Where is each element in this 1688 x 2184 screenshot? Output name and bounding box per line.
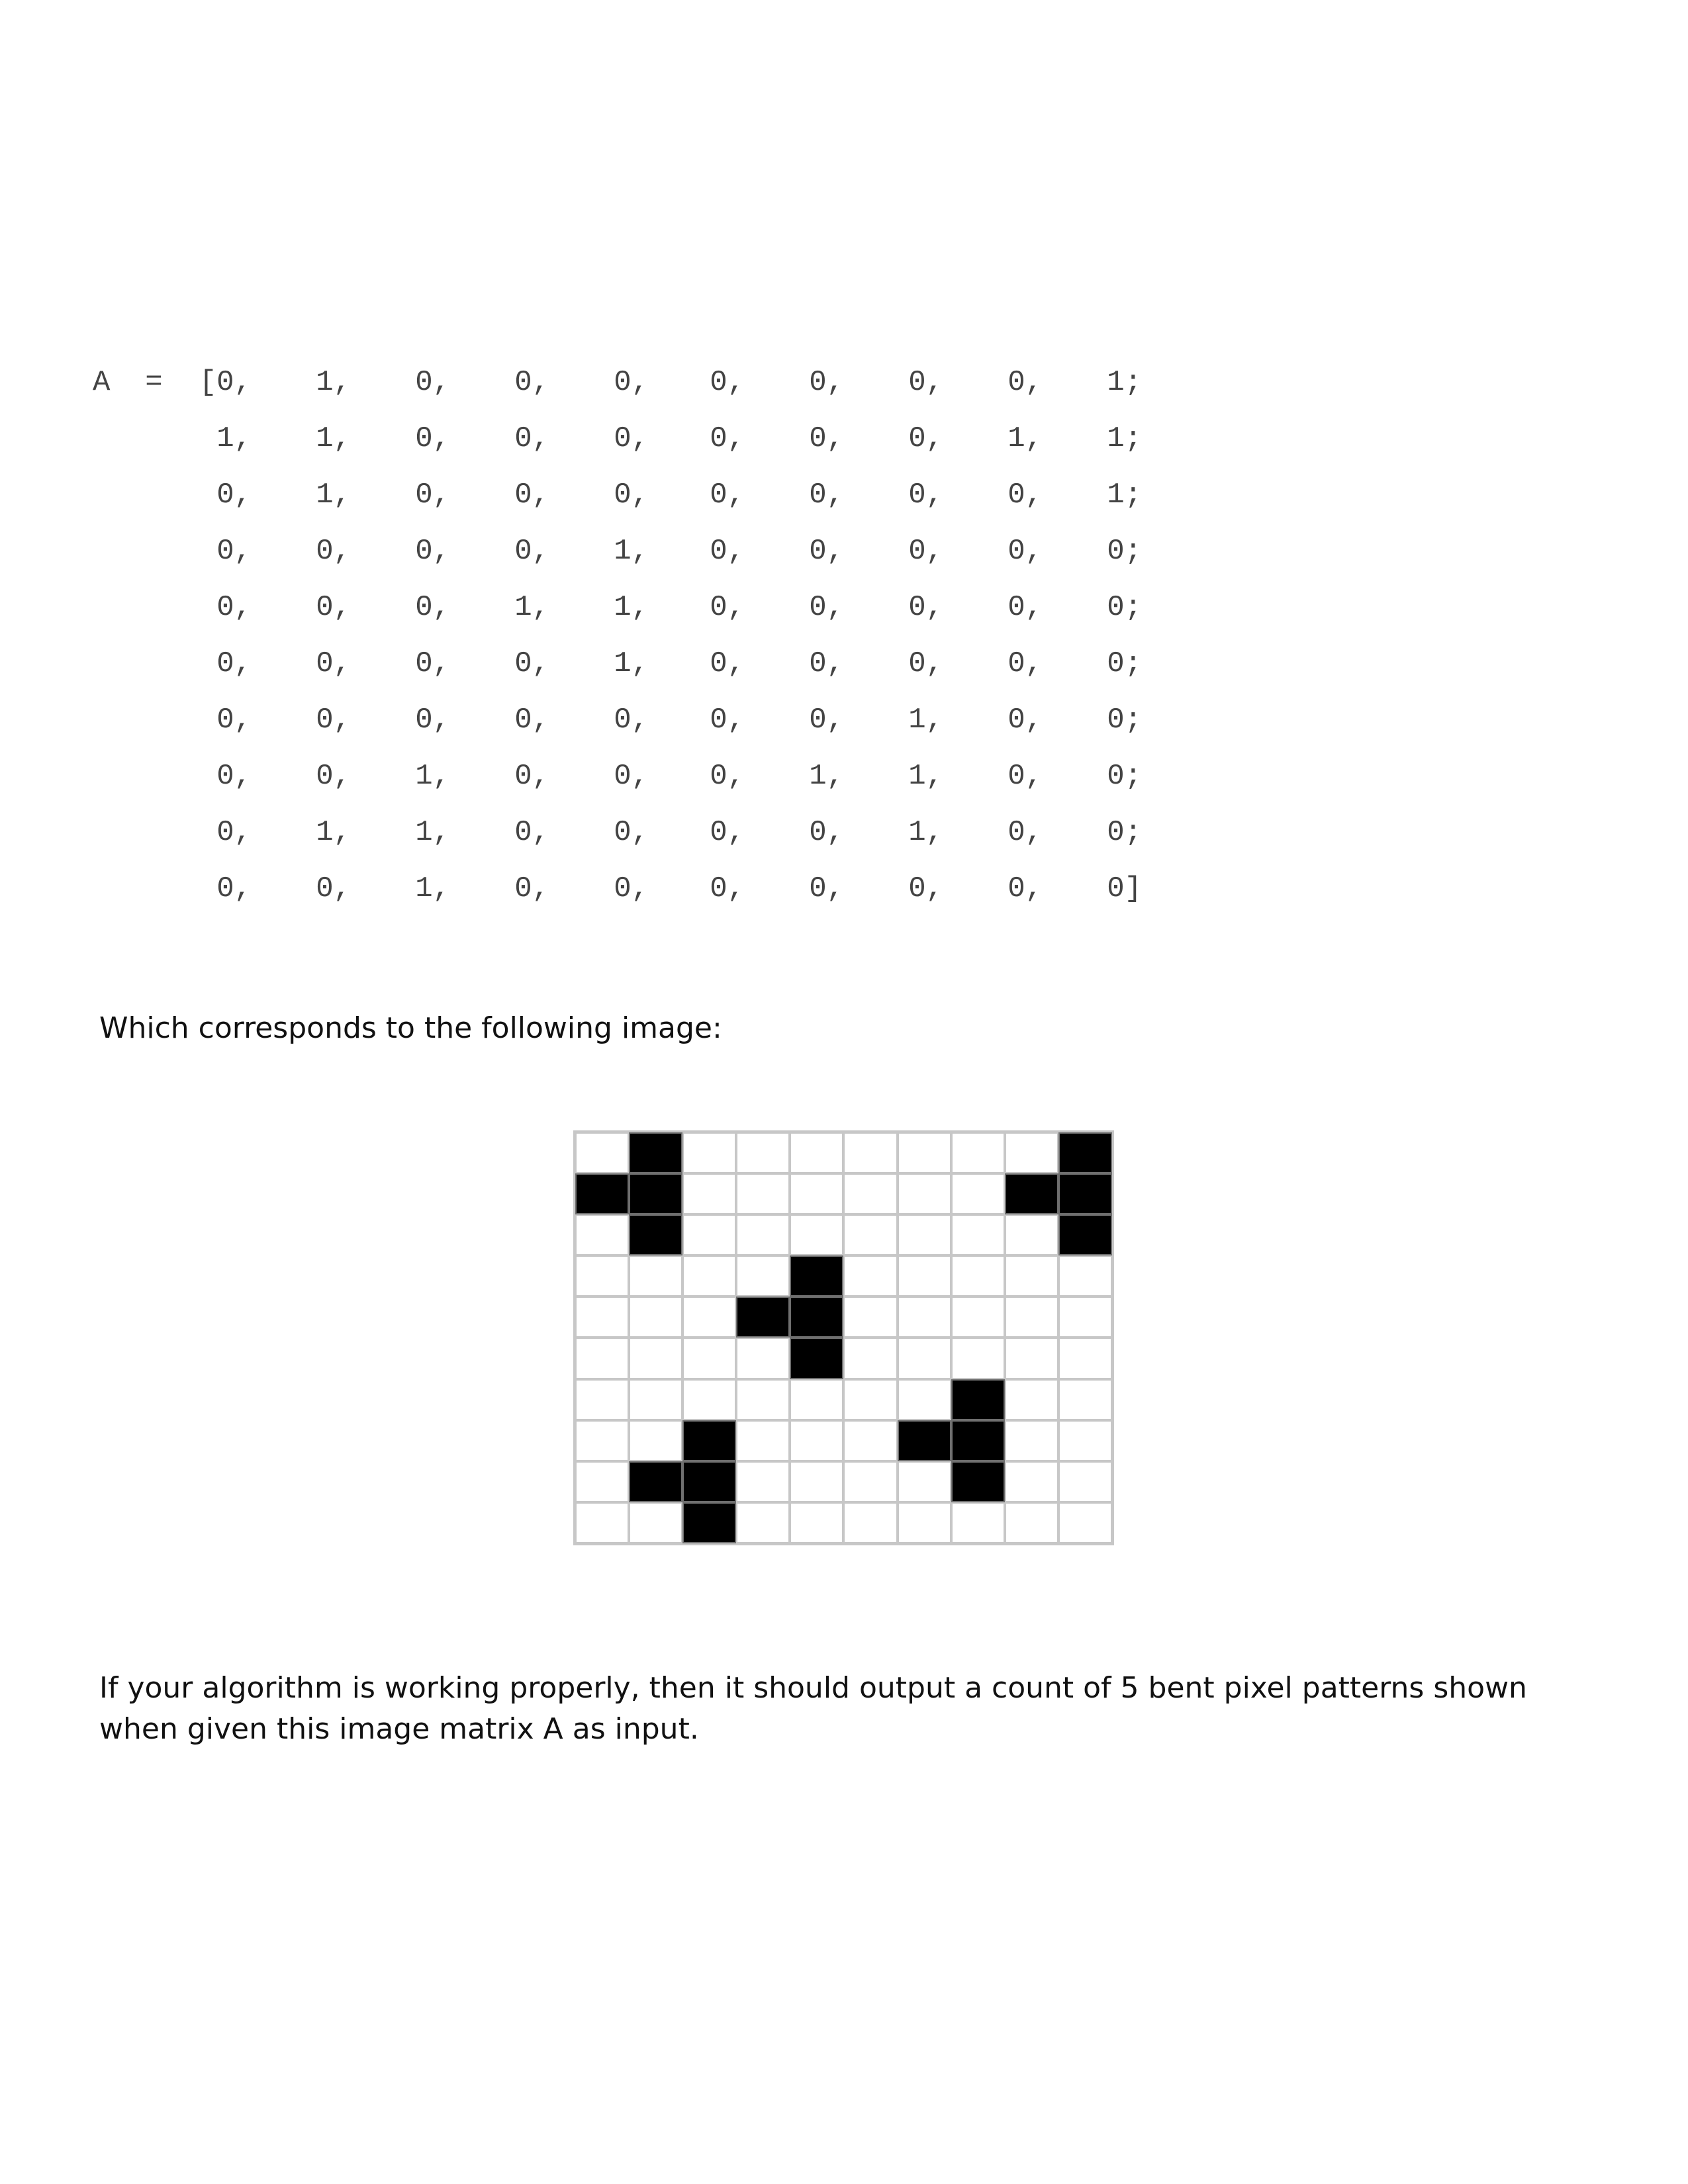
matrix-value: 0,: [614, 816, 649, 849]
matrix-value: 0,: [614, 478, 649, 512]
matrix-value: 0,: [514, 760, 549, 793]
matrix-value: 0,: [316, 535, 351, 568]
matrix-value: 0;: [1107, 535, 1142, 568]
matrix-value: 0,: [415, 366, 450, 399]
matrix-value: 0,: [809, 816, 844, 849]
matrix-value: 0,: [514, 872, 549, 905]
matrix-value: 0,: [710, 816, 745, 849]
pixel-off: [1005, 1338, 1058, 1379]
pixel-off: [575, 1132, 629, 1173]
matrix-value: 0,: [514, 816, 549, 849]
matrix-value: 0,: [710, 647, 745, 680]
pixel-off: [575, 1255, 629, 1297]
matrix-value: 0,: [710, 872, 745, 905]
matrix-value: 0,: [809, 366, 844, 399]
matrix-value: 0,: [1008, 816, 1043, 849]
matrix-value: 0,: [614, 760, 649, 793]
matrix-value: 0,: [514, 535, 549, 568]
pixel-off: [843, 1461, 897, 1502]
pixel-off: [951, 1338, 1005, 1379]
matrix-value: 1,: [216, 422, 252, 455]
matrix-value: 0,: [710, 478, 745, 512]
pixel-off: [736, 1338, 790, 1379]
matrix-value: 0]: [1107, 872, 1142, 905]
pixel-on: [951, 1379, 1005, 1420]
matrix-value: 0,: [710, 704, 745, 737]
matrix-value: 0,: [316, 872, 351, 905]
pixel-off: [790, 1420, 843, 1461]
pixel-off: [736, 1461, 790, 1502]
pixel-off: [898, 1297, 951, 1338]
pixel-off: [951, 1297, 1005, 1338]
matrix-value: 1,: [614, 535, 649, 568]
pixel-off: [682, 1379, 736, 1420]
pixel-off: [898, 1502, 951, 1543]
pixel-off: [736, 1132, 790, 1173]
matrix-value: 1,: [809, 760, 844, 793]
pixel-off: [951, 1132, 1005, 1173]
pixel-off: [1058, 1338, 1112, 1379]
matrix-value: 0,: [1008, 366, 1043, 399]
pixel-off: [736, 1255, 790, 1297]
pixel-off: [682, 1297, 736, 1338]
pixel-off: [1005, 1420, 1058, 1461]
matrix-value: 0,: [710, 366, 745, 399]
matrix-a: [93, 364, 1152, 933]
pixel-off: [736, 1214, 790, 1255]
pixel-off: [843, 1379, 897, 1420]
pixel-off: [1005, 1132, 1058, 1173]
matrix-value: 0,: [710, 760, 745, 793]
matrix-value: 0,: [415, 422, 450, 455]
pixel-on: [629, 1132, 682, 1173]
pixel-off: [736, 1379, 790, 1420]
pixel-off: [575, 1461, 629, 1502]
matrix-value: 0,: [614, 422, 649, 455]
pixel-off: [682, 1214, 736, 1255]
matrix-value: 1,: [316, 816, 351, 849]
matrix-value: 0,: [908, 591, 943, 624]
pixel-off: [898, 1338, 951, 1379]
matrix-value: 1,: [908, 816, 943, 849]
matrix-value: 0;: [1107, 760, 1142, 793]
pixel-off: [736, 1502, 790, 1543]
pixel-off: [898, 1214, 951, 1255]
matrix-value: 0,: [1008, 872, 1043, 905]
pixel-off: [575, 1214, 629, 1255]
matrix-value: 0,: [710, 535, 745, 568]
matrix-value: 0,: [514, 478, 549, 512]
pixel-off: [1058, 1379, 1112, 1420]
pixel-off: [682, 1173, 736, 1214]
matrix-value: 0,: [614, 872, 649, 905]
matrix-value: 0,: [216, 478, 252, 512]
pixel-off: [682, 1338, 736, 1379]
matrix-value: 0,: [514, 366, 549, 399]
matrix-value: 0,: [1008, 760, 1043, 793]
matrix-value: 0,: [216, 647, 252, 680]
pixel-off: [843, 1255, 897, 1297]
pixel-off: [575, 1379, 629, 1420]
matrix-value: 0;: [1107, 816, 1142, 849]
matrix-value: 0,: [216, 760, 252, 793]
matrix-value: 0,: [514, 422, 549, 455]
pixel-off: [575, 1338, 629, 1379]
matrix-value: 1;: [1107, 422, 1142, 455]
matrix-value: 0,: [908, 422, 943, 455]
matrix-value: 0,: [908, 366, 943, 399]
pixel-off: [682, 1255, 736, 1297]
pixel-off: [790, 1214, 843, 1255]
matrix-value: 0,: [809, 422, 844, 455]
matrix-value: 0,: [514, 647, 549, 680]
pixel-off: [790, 1461, 843, 1502]
pixel-on: [682, 1461, 736, 1502]
pixel-on: [951, 1461, 1005, 1502]
matrix-value: 1,: [1008, 422, 1043, 455]
matrix-value: 0,: [809, 478, 844, 512]
pixel-off: [898, 1379, 951, 1420]
pixel-off: [843, 1420, 897, 1461]
pixel-off: [843, 1502, 897, 1543]
pixel-grid-image: [573, 1130, 1114, 1545]
pixel-on: [1058, 1132, 1112, 1173]
matrix-value: 1,: [614, 591, 649, 624]
pixel-off: [1058, 1502, 1112, 1543]
matrix-value: 0,: [216, 704, 252, 737]
matrix-value: 0,: [415, 591, 450, 624]
matrix-value: 1,: [415, 816, 450, 849]
matrix-value: 0,: [415, 535, 450, 568]
pixel-off: [575, 1297, 629, 1338]
pixel-off: [790, 1502, 843, 1543]
pixel-off: [1005, 1255, 1058, 1297]
pixel-off: [1058, 1420, 1112, 1461]
pixel-off: [575, 1420, 629, 1461]
matrix-value: 0,: [614, 366, 649, 399]
pixel-off: [629, 1338, 682, 1379]
pixel-off: [951, 1173, 1005, 1214]
pixel-off: [682, 1132, 736, 1173]
matrix-value: 1,: [316, 422, 351, 455]
matrix-value: 0,: [316, 760, 351, 793]
pixel-off: [898, 1132, 951, 1173]
pixel-off: [1005, 1461, 1058, 1502]
pixel-off: [1005, 1379, 1058, 1420]
matrix-value: 0;: [1107, 647, 1142, 680]
pixel-on: [1005, 1173, 1058, 1214]
pixel-off: [1005, 1214, 1058, 1255]
pixel-off: [843, 1173, 897, 1214]
pixel-on: [736, 1297, 790, 1338]
matrix-value: 0,: [316, 704, 351, 737]
pixel-off: [843, 1214, 897, 1255]
pixel-off: [629, 1420, 682, 1461]
matrix-value: 0,: [809, 704, 844, 737]
pixel-off: [629, 1255, 682, 1297]
matrix-label: A =: [93, 366, 163, 399]
image-caption: Which corresponds to the following image:: [99, 1011, 722, 1045]
matrix-value: 0,: [1008, 478, 1043, 512]
matrix-value: 1,: [614, 647, 649, 680]
pixel-on: [790, 1297, 843, 1338]
matrix-value: 0,: [216, 591, 252, 624]
matrix-value: 0,: [316, 647, 351, 680]
matrix-value: 1,: [415, 872, 450, 905]
matrix-value: 0,: [1008, 647, 1043, 680]
pixel-on: [629, 1214, 682, 1255]
pixel-off: [951, 1502, 1005, 1543]
pixel-off: [898, 1461, 951, 1502]
matrix-value: [0,: [199, 366, 252, 399]
pixel-on: [951, 1420, 1005, 1461]
pixel-on: [790, 1255, 843, 1297]
pixel-off: [1058, 1255, 1112, 1297]
conclusion-paragraph: [99, 1668, 1609, 1750]
pixel-on: [1058, 1214, 1112, 1255]
pixel-off: [629, 1379, 682, 1420]
pixel-off: [843, 1132, 897, 1173]
matrix-value: 1,: [316, 366, 351, 399]
pixel-on: [629, 1173, 682, 1214]
pixel-off: [1058, 1461, 1112, 1502]
matrix-value: 0,: [216, 535, 252, 568]
pixel-on: [1058, 1173, 1112, 1214]
matrix-value: 0,: [216, 816, 252, 849]
pixel-off: [629, 1502, 682, 1543]
matrix-value: 0,: [415, 647, 450, 680]
pixel-off: [1005, 1502, 1058, 1543]
pixel-off: [736, 1420, 790, 1461]
conclusion-text: If your algorithm is working properly, then it should output a count of 5 bent pixel patterns shown when given this image matrix A as input.: [99, 1671, 1527, 1746]
matrix-value: 0,: [1008, 591, 1043, 624]
matrix-value: 0,: [908, 478, 943, 512]
matrix-value: 0,: [908, 647, 943, 680]
matrix-value: 1,: [908, 704, 943, 737]
pixel-off: [790, 1173, 843, 1214]
matrix-value: 0,: [710, 422, 745, 455]
pixel-off: [1058, 1297, 1112, 1338]
matrix-value: 0,: [216, 872, 252, 905]
matrix-value: 0,: [809, 872, 844, 905]
matrix-value: 1,: [316, 478, 351, 512]
pixel-off: [843, 1297, 897, 1338]
pixel-off: [951, 1214, 1005, 1255]
pixel-on: [898, 1420, 951, 1461]
matrix-value: 0,: [614, 704, 649, 737]
pixel-off: [575, 1502, 629, 1543]
matrix-value: 0,: [908, 535, 943, 568]
matrix-value: 0;: [1107, 591, 1142, 624]
pixel-off: [790, 1379, 843, 1420]
matrix-value: 1,: [415, 760, 450, 793]
pixel-on: [790, 1338, 843, 1379]
matrix-value: 0,: [908, 872, 943, 905]
matrix-value: 0,: [1008, 535, 1043, 568]
pixel-on: [682, 1502, 736, 1543]
matrix-value: 0,: [415, 478, 450, 512]
matrix-value: 0,: [809, 647, 844, 680]
matrix-value: 1;: [1107, 366, 1142, 399]
pixel-on: [682, 1420, 736, 1461]
pixel-off: [898, 1255, 951, 1297]
pixel-off: [843, 1338, 897, 1379]
pixel-off: [629, 1297, 682, 1338]
matrix-value: 0,: [809, 535, 844, 568]
matrix-value: 0,: [809, 591, 844, 624]
matrix-value: 0,: [415, 704, 450, 737]
matrix-value: 0;: [1107, 704, 1142, 737]
matrix-value: 0,: [316, 591, 351, 624]
matrix-value: 1,: [514, 591, 549, 624]
matrix-value: 0,: [710, 591, 745, 624]
pixel-off: [736, 1173, 790, 1214]
pixel-off: [898, 1173, 951, 1214]
pixel-on: [575, 1173, 629, 1214]
pixel-on: [629, 1461, 682, 1502]
matrix-value: 1;: [1107, 478, 1142, 512]
matrix-value: 0,: [514, 704, 549, 737]
pixel-off: [951, 1255, 1005, 1297]
matrix-value: 0,: [1008, 704, 1043, 737]
pixel-off: [1005, 1297, 1058, 1338]
matrix-value: 1,: [908, 760, 943, 793]
pixel-off: [790, 1132, 843, 1173]
